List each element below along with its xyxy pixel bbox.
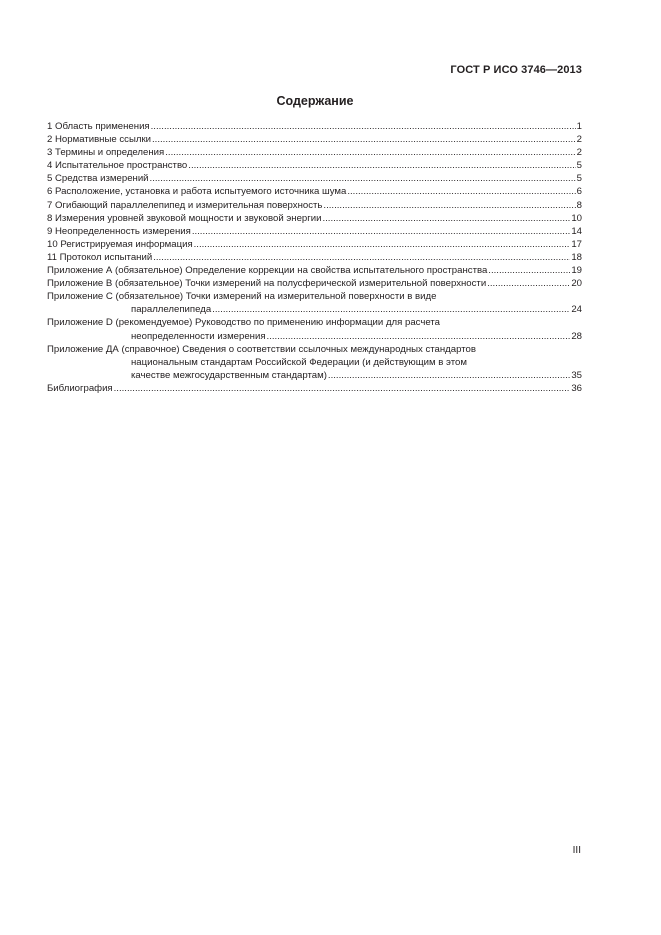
toc-entry[interactable] xyxy=(47,172,582,185)
toc-entry[interactable] xyxy=(47,264,582,277)
toc-entry[interactable] xyxy=(47,212,582,225)
dot-leader xyxy=(153,251,570,264)
toc-entry[interactable] xyxy=(47,133,582,146)
toc-entry-title: Приложение А (обязательное) Определение коррекции на свойства испытательного пространства xyxy=(47,265,488,277)
toc-entry[interactable] xyxy=(47,199,582,212)
toc-entry[interactable] xyxy=(47,185,582,198)
toc-entry[interactable] xyxy=(47,251,582,264)
toc-page-number: 36 xyxy=(571,382,582,394)
dot-leader xyxy=(114,382,571,395)
dot-leader xyxy=(152,133,576,146)
toc-page-number: 14 xyxy=(571,225,582,237)
toc-page-number: 18 xyxy=(571,251,582,263)
toc-entry-continuation: национальным стандартам Российской Федерации (и действующим в этом xyxy=(131,356,467,368)
standard-designation: ГОСТ Р ИСО 3746—2013 xyxy=(450,64,582,76)
toc-page-number: 8 xyxy=(576,199,582,211)
toc-entry-continuation: качестве межгосударственным стандартам) xyxy=(131,369,327,381)
dot-leader xyxy=(151,120,576,133)
toc-page-number: 2 xyxy=(576,134,582,146)
page-number: III xyxy=(572,845,581,856)
toc-entry-title: 8 Измерения уровней звуковой мощности и звуковой энергии xyxy=(47,212,322,224)
toc-entry-title: 2 Нормативные ссылки xyxy=(47,134,152,146)
dot-leader xyxy=(487,277,570,290)
toc-entry[interactable] xyxy=(47,159,582,172)
toc-entry[interactable] xyxy=(47,382,582,395)
dot-leader xyxy=(188,159,575,172)
dot-leader xyxy=(194,238,571,251)
toc-entry[interactable] xyxy=(47,316,582,342)
table-of-contents xyxy=(47,120,582,395)
toc-page-number: 10 xyxy=(571,212,582,224)
toc-page-number: 2 xyxy=(576,147,582,159)
dot-leader xyxy=(267,330,571,343)
toc-entry[interactable] xyxy=(47,290,582,316)
toc-page-number: 17 xyxy=(571,238,582,250)
toc-entry-title: Приложение ДА (справочное) Сведения о соответствии ссылочных международных стандартов xyxy=(47,343,476,355)
toc-entry-title: 7 Огибающий параллелепипед и измерительная поверхность xyxy=(47,199,323,211)
toc-entry-continuation: неопределенности измерения xyxy=(131,330,266,342)
toc-entry[interactable] xyxy=(47,146,582,159)
dot-leader xyxy=(165,146,575,159)
dot-leader xyxy=(322,212,570,225)
toc-title: Содержание xyxy=(276,94,354,108)
toc-page-number: 1 xyxy=(576,121,582,132)
toc-entry[interactable] xyxy=(47,120,582,133)
toc-page-number: 28 xyxy=(571,330,582,342)
toc-page-number: 5 xyxy=(576,160,582,172)
dot-leader xyxy=(347,185,575,198)
dot-leader xyxy=(192,225,571,238)
toc-entry-title: 11 Протокол испытаний xyxy=(47,251,153,263)
toc-entry[interactable] xyxy=(47,277,582,290)
dot-leader xyxy=(488,264,570,277)
toc-entry[interactable] xyxy=(47,238,582,251)
dot-leader xyxy=(150,172,576,185)
toc-entry[interactable] xyxy=(47,343,582,382)
dot-leader xyxy=(323,199,575,212)
toc-page-number: 19 xyxy=(571,265,582,277)
toc-entry-title: 5 Средства измерений xyxy=(47,173,149,185)
toc-entry-title: Приложение С (обязательное) Точки измерений на измерительной поверхности в виде xyxy=(47,291,437,303)
toc-page-number: 35 xyxy=(571,369,582,381)
toc-entry-continuation: параллелепипеда xyxy=(131,304,212,316)
dot-leader xyxy=(212,303,570,316)
toc-entry-title: 1 Область применения xyxy=(47,121,150,132)
toc-entry-title: Библиография xyxy=(47,382,113,394)
toc-page-number: 24 xyxy=(571,304,582,316)
toc-page-number: 5 xyxy=(576,173,582,185)
toc-entry-title: 9 Неопределенность измерения xyxy=(47,225,191,237)
toc-entry[interactable] xyxy=(47,225,582,238)
toc-entry-title: Приложение D (рекомендуемое) Руководство по применению информации для расчета xyxy=(47,317,440,329)
toc-entry-title: 3 Термины и определения xyxy=(47,147,165,159)
toc-entry-title: Приложение В (обязательное) Точки измерений на полусферической измерительной поверхности xyxy=(47,278,487,290)
dot-leader xyxy=(328,369,570,382)
toc-page-number: 20 xyxy=(571,278,582,290)
toc-entry-title: 6 Расположение, установка и работа испытуемого источника шума xyxy=(47,186,347,198)
toc-entry-title: 4 Испытательное пространство xyxy=(47,160,188,172)
toc-entry-title: 10 Регистрируемая информация xyxy=(47,238,193,250)
toc-page-number: 6 xyxy=(576,186,582,198)
